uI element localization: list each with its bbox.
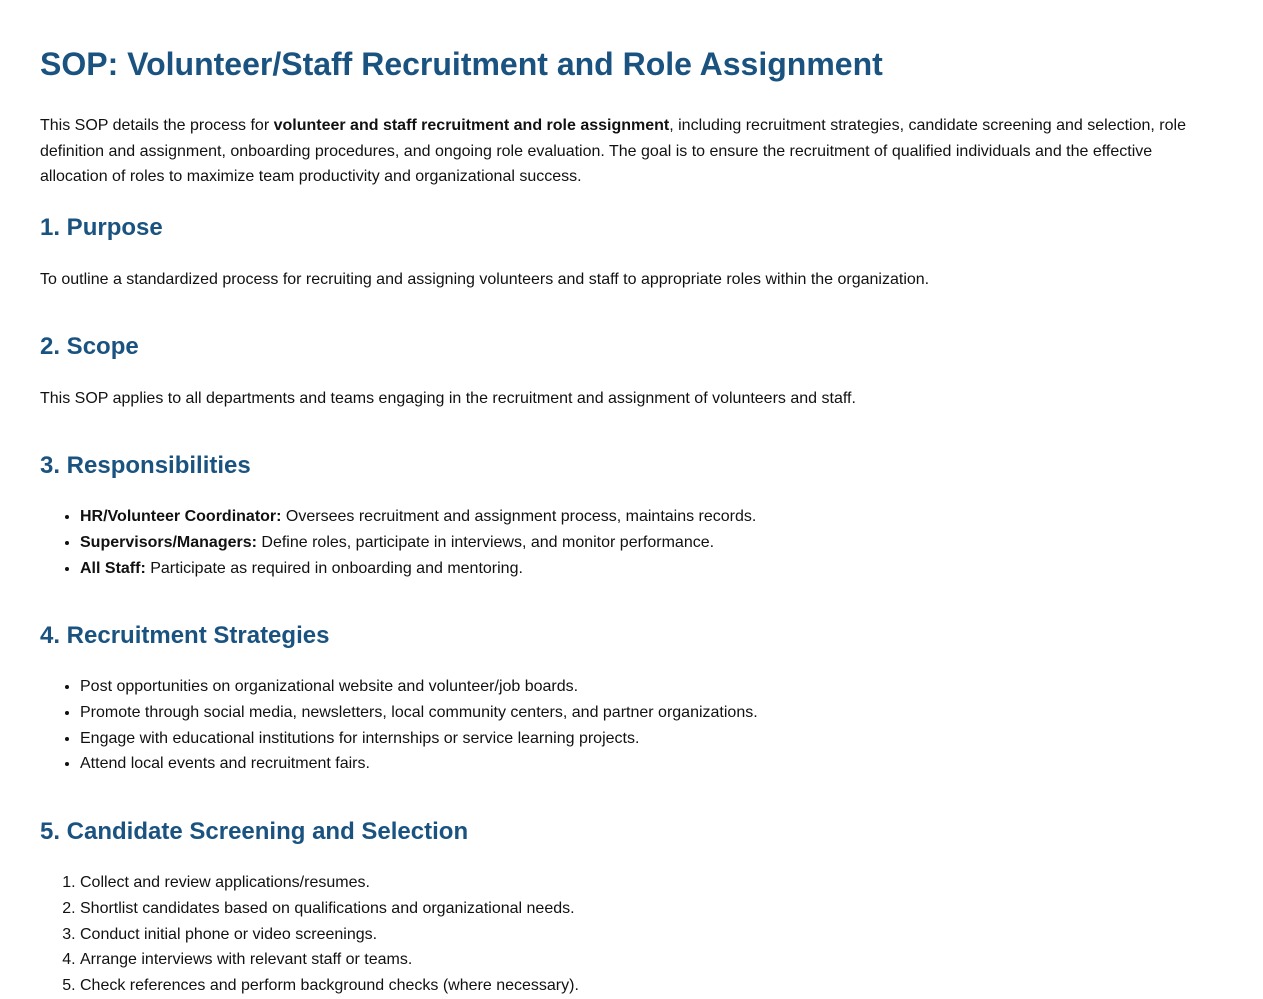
intro-paragraph (40, 113, 1200, 190)
intro-text-after: , including recruitment strategies, candidate screening and selection, role definition and assignment, onboarding procedures, and ongoing role evaluation. The goal is to ensure the recruitment of qualified individuals and the effective allocation of roles to maximize team productivity and organizational success. (40, 117, 1186, 186)
page-title: SOP: Volunteer/Staff Recruitment and Role Assignment (40, 46, 883, 82)
intro-bold-text: volunteer and staff recruitment and role assignment (273, 117, 670, 134)
purpose-text: To outline a standardized process for recruiting and assigning volunteers and staff to appropriate roles within the organization. (40, 271, 930, 288)
responsibility-role: Supervisors/Managers: (80, 533, 257, 551)
recruitment-heading: 4. Recruitment Strategies (40, 622, 330, 649)
screening-list (40, 870, 579, 999)
responsibility-description: Participate as required in onboarding and mentoring. (145, 559, 523, 577)
recruitment-list (40, 674, 758, 777)
screening-step: 2. Shortlist candidates based on qualifications and organizational needs. (80, 896, 579, 922)
screening-step: 3. Conduct initial phone or video screenings. (80, 922, 579, 948)
recruitment-item: • Attend local events and recruitment fairs. (80, 751, 758, 777)
screening-step: 5. Check references and perform background checks (where necessary). (80, 973, 579, 999)
recruitment-item: • Post opportunities on organizational website and volunteer/job boards. (80, 674, 758, 700)
recruitment-item: • Promote through social media, newsletters, local community centers, and partner organizations. (80, 700, 758, 726)
responsibility-item (80, 530, 756, 556)
screening-step: 4. Arrange interviews with relevant staff or teams. (80, 947, 579, 973)
responsibility-role: All Staff: (80, 559, 146, 577)
screening-step: 1. Collect and review applications/resumes. (80, 870, 579, 896)
purpose-heading: 1. Purpose (40, 214, 163, 241)
responsibility-description: Oversees recruitment and assignment process, maintains records. (281, 508, 757, 525)
responsibilities-list (40, 504, 756, 581)
screening-heading: 5. Candidate Screening and Selection (40, 818, 469, 845)
recruitment-item: • Engage with educational institutions for internships or service learning projects. (80, 726, 758, 752)
responsibility-item (80, 556, 756, 582)
scope-text: This SOP applies to all departments and teams engaging in the recruitment and assignment of volunteers and staff. (40, 390, 856, 407)
responsibility-role: HR/Volunteer Coordinator: (80, 508, 282, 525)
scope-heading: 2. Scope (40, 333, 139, 360)
responsibility-item (80, 504, 756, 530)
intro-text-before: This SOP details the process for (40, 117, 274, 134)
responsibility-description: Define roles, participate in interviews, and monitor performance. (256, 533, 715, 551)
responsibilities-heading: 3. Responsibilities (40, 452, 251, 479)
